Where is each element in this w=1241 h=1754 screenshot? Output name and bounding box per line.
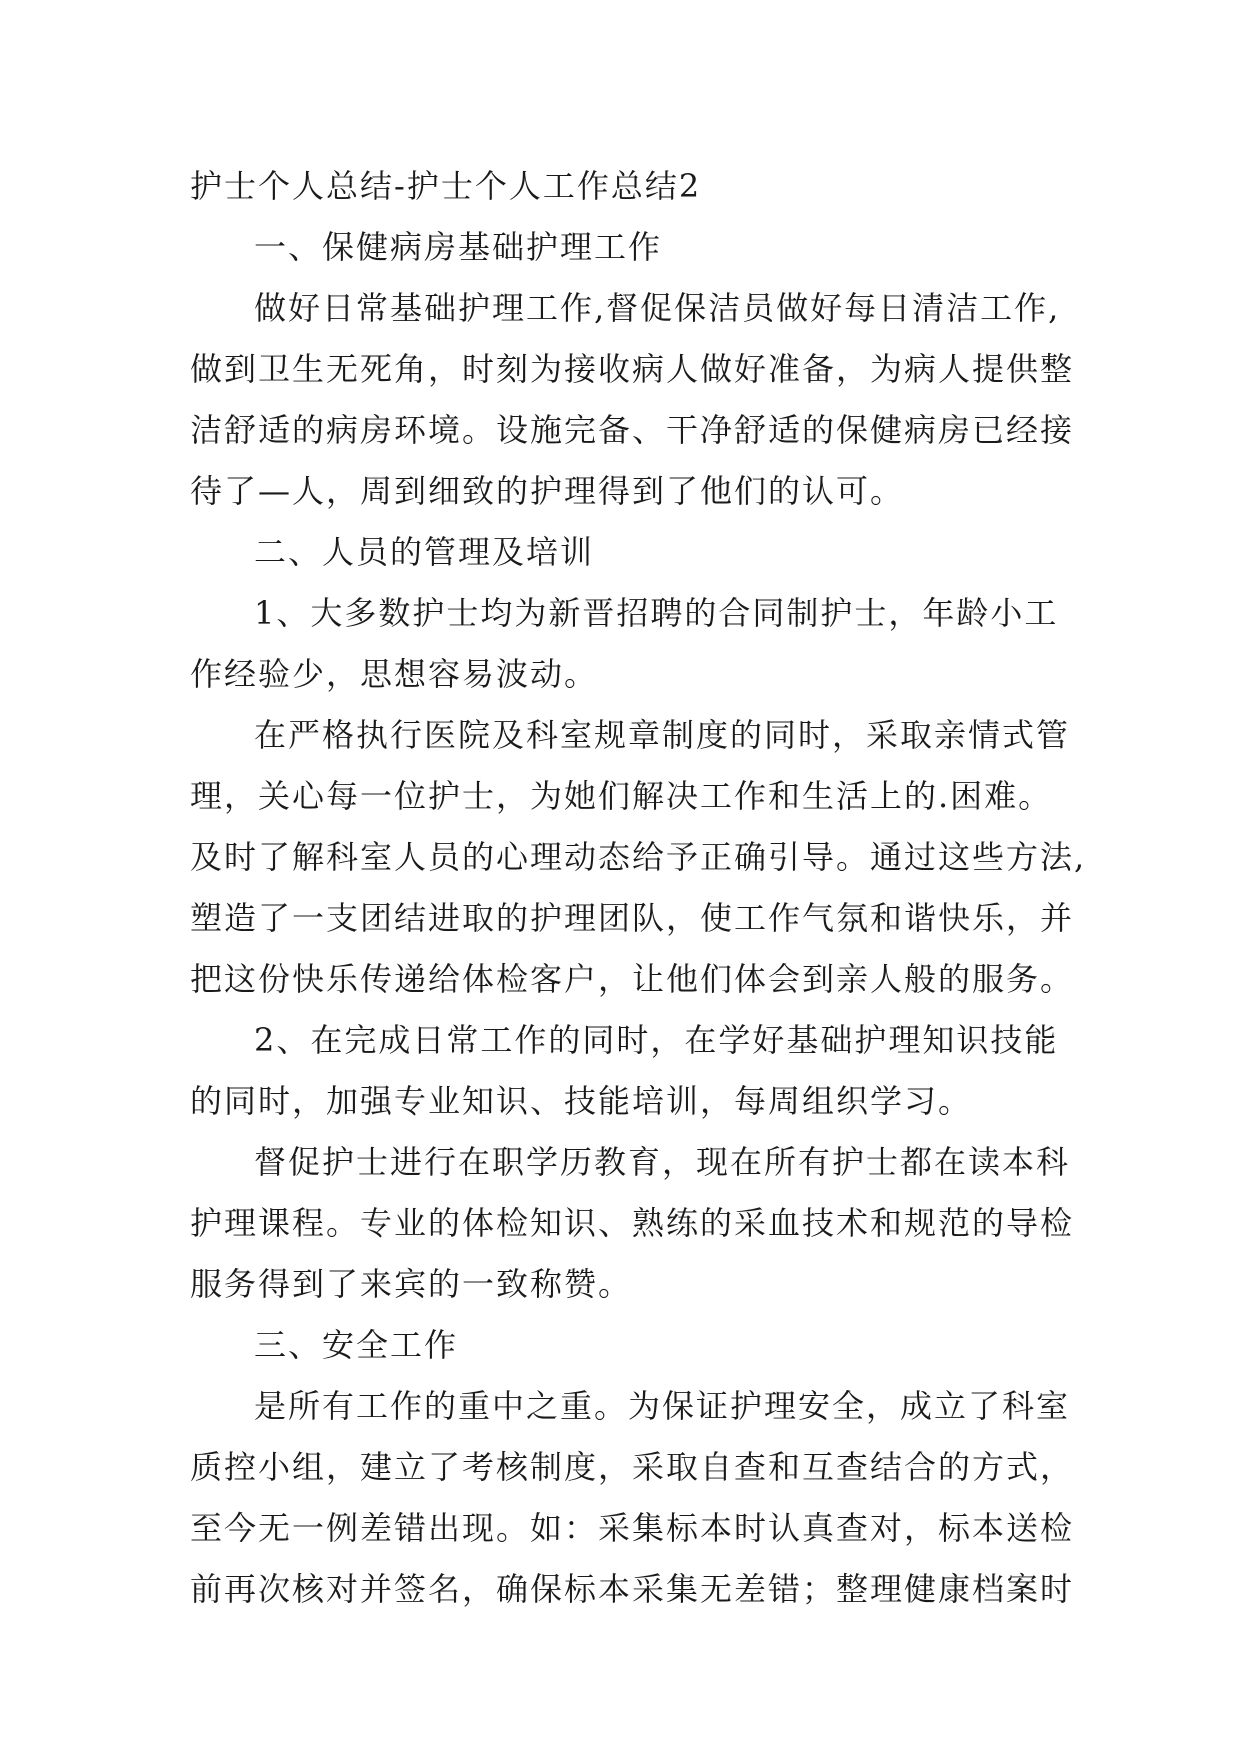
paragraph-line: 是所有工作的重中之重。为保证护理安全，成立了科室 [254,1387,1071,1425]
paragraph-line: 理，关心每一位护士，为她们解决工作和生活上的.困难。 [190,777,1053,815]
paragraph-line: 做好日常基础护理工作,督促保洁员做好每日清洁工作, [254,289,1061,327]
paragraph-line: 在严格执行医院及科室规章制度的同时，采取亲情式管 [254,716,1071,754]
paragraph-line: 待了—人，周到细致的护理得到了他们的认可。 [190,472,905,510]
paragraph-line: 作经验少，思想容易波动。 [190,655,599,693]
paragraph-line: 护理课程。专业的体检知识、熟练的采血技术和规范的导检 [190,1204,1075,1242]
document-body [190,156,1090,1620]
document-title: 护士个人总结-护士个人工作总结2 [190,167,702,205]
paragraph-line: 的同时，加强专业知识、技能培训，每周组织学习。 [190,1082,973,1120]
paragraph-line: 质控小组，建立了考核制度，采取自查和互查结合的方式， [190,1448,1075,1486]
paragraph-line: 2、在完成日常工作的同时，在学好基础护理知识技能 [254,1021,1059,1059]
paragraph-line: 前再次核对并签名，确保标本采集无差错；整理健康档案时 [190,1570,1075,1608]
paragraph-line: 塑造了一支团结进取的护理团队，使工作气氛和谐快乐，并 [190,899,1075,937]
section-heading: 一、保健病房基础护理工作 [254,228,663,266]
section-heading: 二、人员的管理及培训 [254,533,595,571]
paragraph-line: 1、大多数护士均为新晋招聘的合同制护士，年龄小工 [254,594,1059,632]
paragraph-line: 至今无一例差错出现。如：采集标本时认真查对，标本送检 [190,1509,1075,1547]
paragraph-line: 把这份快乐传递给体检客户，让他们体会到亲人般的服务。 [190,960,1075,998]
paragraph-line: 做到卫生无死角，时刻为接收病人做好准备，为病人提供整 [190,350,1075,388]
paragraph-line: 及时了解科室人员的心理动态给予正确引导。通过这些方法, [190,838,1087,876]
paragraph-line: 服务得到了来宾的一致称赞。 [190,1265,633,1303]
section-heading: 三、安全工作 [254,1326,459,1364]
paragraph-line: 督促护士进行在职学历教育，现在所有护士都在读本科 [254,1143,1071,1181]
paragraph-line: 洁舒适的病房环境。设施完备、干净舒适的保健病房已经接 [190,411,1075,449]
